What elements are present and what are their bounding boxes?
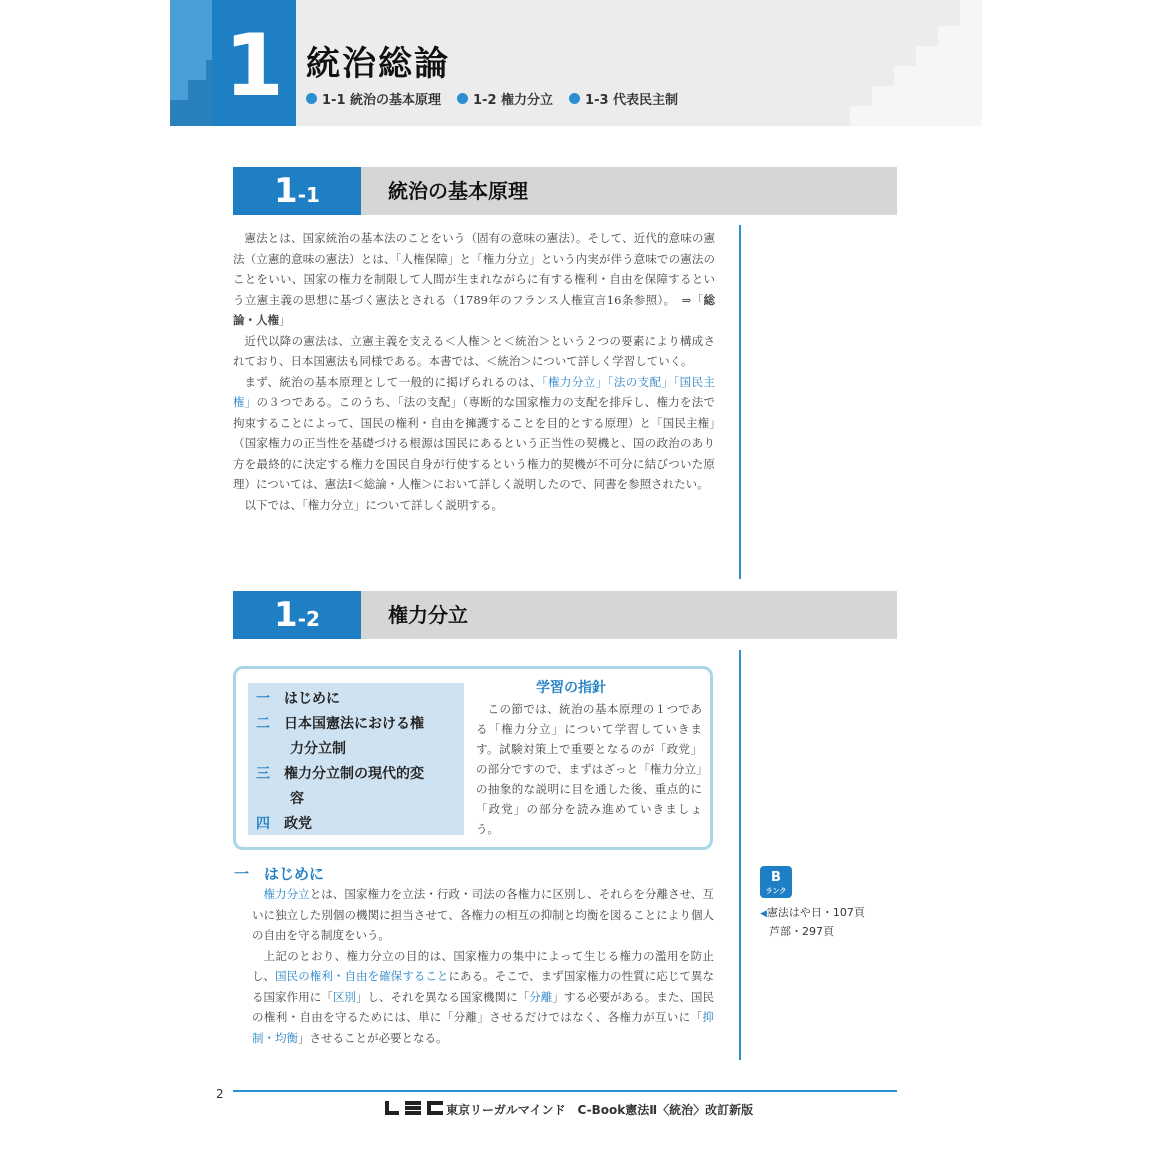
chapter-section-item: 1-1 統治の基本原理	[306, 89, 441, 108]
highlight-term: 区別	[332, 989, 356, 1004]
publisher-line: 東京リーガルマインド C-Book憲法Ⅱ〈統治〉改訂新版	[446, 1103, 754, 1117]
highlight-term: 権力分立	[263, 887, 310, 901]
section-1-2-body	[252, 884, 714, 1048]
highlight-term: 分離	[529, 989, 553, 1004]
highlight-term: 抑制・均衡	[252, 1010, 714, 1045]
section-title: 統治の基本原理	[388, 179, 528, 203]
chapter-section-item: 1-3 代表民主制	[569, 89, 678, 108]
rank-badge: B ランク	[760, 866, 792, 898]
text-run: とは、国家権力を立法・行政・司法の各権力に区別し、それらを分離させ、互いに独立した別個の機関に担当させて、各権力の相互の抑制と均衡を図ることにより個人の自由を守る制度をいう。	[252, 887, 714, 942]
page-number: 2	[216, 1087, 224, 1101]
outline-box	[233, 666, 713, 850]
text-run: まず、統治の基本原理として一般的に掲げられるのは、	[244, 374, 542, 389]
toc-item[interactable]: 一 はじめに	[256, 691, 340, 707]
bullet-icon	[457, 93, 468, 104]
section-toc	[248, 683, 464, 835]
body-paragraph	[233, 372, 715, 495]
bullet-icon	[569, 93, 580, 104]
lec-logo-icon	[385, 1101, 443, 1115]
study-guide-title: 学習の指針	[536, 680, 606, 696]
highlight-term: 「権力分立」「法の支配」「国民主権」	[233, 374, 716, 409]
footer-rule	[233, 1090, 897, 1092]
text-run: 」させることが必要となる。	[298, 1030, 448, 1045]
chapter-section-list	[306, 89, 678, 108]
triangle-left-icon: ◀	[760, 909, 767, 919]
study-guide-text: この節では、統治の基本原理の１つである「権力分立」について学習していきます。試験対策上で重要となるのが「政党」の部分ですので、まずはざっと「権力分立」の抽象的な説明に目を通した後、重点的に「政党」の部分を読み進めていきましょう。	[476, 702, 702, 836]
toc-item[interactable]: 三 権力分立制の現代的変 容	[256, 766, 424, 807]
text-run: の３つである。このうち、「法の支配」（専断的な国家権力の支配を排斥し、権力を法で拘束することによって、国民の権利・自由を擁護することを目的とする原理）と「国民主権」（国家権力の正当性を基礎づける根源は国民にあるという正当性の契機と、国の政治のあり方を最終的に決定する権力を国民自身が行使するという権力的契機が不可分に結びついた原理）については、憲法Ⅰ＜総論・人権＞において詳しく説明したので、同書を参照されたい。	[233, 395, 715, 491]
text-run: にある。そこで、まず国家権力の性質に応じて異なる国家作用に「	[252, 969, 715, 1004]
text-run: 」	[279, 313, 291, 327]
text-run: 憲法とは、国家統治の基本法のことをいう（固有の意味の憲法）。そして、近代的意味の憲法（立憲的意味の憲法）とは、「人権保障」と「権力分立」という内実が伴う意味での憲法のことをいい、国家の権力を制限して人間が生まれながらに有する権利・自由を保障するという立憲主義の思想に基づく憲法とされる（1789年のフランス人権宣言16条参照）。 ⇒「	[233, 231, 715, 307]
text-run: 近代以降の憲法は、立憲主義を支える＜人権＞と＜統治＞という２つの要素により構成されており、日本国憲法も同様である。本書では、＜統治＞について詳しく学習していく。	[233, 333, 715, 368]
toc-item[interactable]: 四 政党	[256, 816, 312, 832]
toc-item[interactable]: 二 日本国憲法における権 力分立制	[256, 716, 424, 757]
text-run: 総論・人権	[233, 292, 715, 327]
reference-note: ◀憲法はや日・107頁 芦部・297頁	[760, 906, 865, 938]
section-1-1-body	[233, 228, 715, 515]
body-paragraph	[233, 331, 715, 372]
highlight-term: 国民の権利・自由を確保すること	[275, 969, 449, 983]
section-banner-1-2	[233, 591, 897, 639]
body-paragraph	[252, 946, 714, 1049]
text-run: 」し、それを異なる国家機関に「	[355, 989, 530, 1004]
subsection-heading: 一 はじめに	[234, 865, 325, 883]
chapter-section-item: 1-2 権力分立	[457, 89, 553, 108]
chapter-title: 統治総論	[306, 44, 450, 84]
body-paragraph	[252, 884, 714, 946]
text-run: 」する必要がある。また、国民の権利・自由を守るためには、単に「分離」させるだけではなく、各権力が互いに「	[252, 989, 715, 1024]
margin-divider	[739, 650, 741, 1060]
body-paragraph	[233, 228, 715, 331]
section-number: 1-2	[233, 591, 361, 639]
text-run: 上記のとおり、権力分立の目的は、国家権力の集中によって生じる権力の濫用を防止し、	[252, 948, 714, 983]
margin-divider	[739, 225, 741, 579]
section-banner-1-1	[233, 167, 897, 215]
stairs-decoration-right	[810, 0, 982, 126]
section-title: 権力分立	[388, 603, 468, 627]
section-number: 1-1	[233, 167, 361, 215]
text-run: 以下では、「権力分立」について詳しく説明する。	[244, 497, 504, 512]
body-paragraph	[233, 495, 715, 516]
bullet-icon	[306, 93, 317, 104]
chapter-number: 1	[224, 16, 284, 116]
